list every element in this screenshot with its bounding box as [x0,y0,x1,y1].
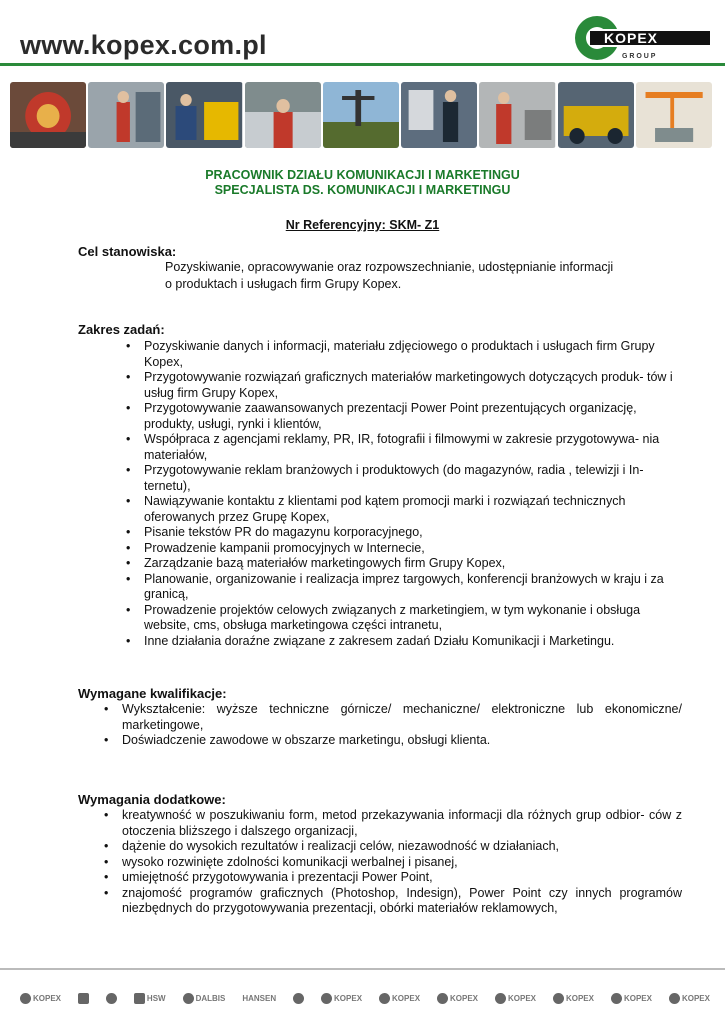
tasks-title: Zakres zadań: [78,322,165,337]
photo-crane [636,82,712,148]
footer-logos [20,985,710,1011]
job-title-line2: SPECJALISTA DS. KOMUNIKACJI I MARKETINGU [214,183,511,197]
list-item: • Inne działania doraźne związane z zakresem zadań Działu Komunikacji i Marketingu. [122,634,682,650]
footer-logo [293,993,304,1004]
list-item: • znajomość programów graficznych (Photoshop, Indesign), Power Point czy innych programów niezbędnych do przygotowywania prezentacji, obórki materiałów reklamowych, [100,886,682,917]
photo-mining-site [323,82,399,148]
footer-divider [0,968,725,970]
reference-number: Nr Referencyjny: SKM- Z1 [285,218,440,232]
kopex-logo [570,14,710,64]
job-title-line1: PRACOWNIK DZIAŁU KOMUNIKACJI I MARKETINGU [205,168,520,182]
photo-strip [10,82,712,148]
extras-title: Wymagania dodatkowe: [78,792,226,807]
logo-text: KOPEX [604,30,659,46]
footer-logo: KOPEX [669,993,710,1004]
list-item: • Prowadzenie projektów celowych związanych z marketingiem, w tym wykonanie i obsługa website, cms, obsługa marketingowa części intranetu, [122,603,682,634]
logo-subtext: G R O U P [622,53,656,60]
qualifications-list [100,702,682,749]
extras-list [100,808,682,917]
list-item: • Planowanie, organizowanie i realizacja imprez targowych, konferencji branżowych w kraju i za granicą, [122,572,682,603]
list-item: • dążenie do wysokich rezultatów i realizacji celów, niezawodność w działaniach, [100,839,682,855]
list-item: • Doświadczenie zawodowe w obszarze marketingu, obsługi klienta. [100,733,682,749]
list-item: • wysoko rozwinięte zdolności komunikacji werbalnej i pisanej, [100,855,682,871]
footer-logo: KOPEX [437,993,478,1004]
photo-workshop [166,82,242,148]
list-item: • Pisanie tekstów PR do magazynu korporacyjnego, [122,525,682,541]
photo-engineer [245,82,321,148]
tasks-list [122,339,682,649]
goal-line2: o produktach i usługach firm Grupy Kopex. [165,277,402,291]
photo-cable-reel [10,82,86,148]
list-item: • Zarządzanie bazą materiałów marketingowych firm Grupy Kopex, [122,556,682,572]
footer-logo: HSW [134,993,166,1004]
list-item: • Wykształcenie: wyższe techniczne górnicze/ mechaniczne/ elektroniczne lub ekonomiczne/ marketingowe, [100,702,682,733]
footer-logo [106,993,117,1004]
list-item: • umiejętność przygotowywania i prezentacji Power Point, [100,870,682,886]
goal-title: Cel stanowiska: [78,244,177,259]
goal-line1: Pozyskiwanie, opracowywanie oraz rozpowszechnianie, udostępnianie informacji [165,260,614,274]
list-item: • Przygotowywanie rozwiązań graficznych materiałów marketingowych dotyczących produk- tów i usług firm Grupy Kopex, [122,370,682,401]
website-url[interactable]: www.kopex.com.pl [20,30,267,60]
footer-logo: KOPEX [20,993,61,1004]
list-item: • Przygotowywanie reklam branżowych i produktowych (do magazynów, radia , telewizji i In- ternetu), [122,463,682,494]
footer-logo: KOPEX [379,993,420,1004]
footer-logo: KOPEX [553,993,594,1004]
list-item: • Przygotowywanie zaawansowanych prezentacji Power Point prezentujących organizację, produkty, usługi, rynki i klientów, [122,401,682,432]
list-item: • Pozyskiwanie danych i informacji, materiału zdjęciowego o produktach i usługach firm Grupy Kopex, [122,339,682,370]
footer-logo: DALBIS [183,993,226,1004]
list-item: • Współpraca z agencjami reklamy, PR, IR, fotografii i filmowymi w zakresie przygotowywa- nia materiałów, [122,432,682,463]
header-divider [0,63,725,66]
footer-logo: HANSEN [242,993,277,1003]
footer-logo: KOPEX [321,993,362,1004]
photo-worker-machine [88,82,164,148]
photo-heavy-machinery [558,82,634,148]
footer-logo [78,993,89,1004]
photo-control-room [401,82,477,148]
list-item: • Prowadzenie kampanii promocyjnych w Internecie, [122,541,682,557]
footer-logo: KOPEX [495,993,536,1004]
list-item: • kreatywność w poszukiwaniu form, metod przekazywania informacji dla różnych grup odbior- ców z otoczenia bliższego i dalszego organizacji, [100,808,682,839]
footer-logo: KOPEX [611,993,652,1004]
list-item: • Nawiązywanie kontaktu z klientami pod kątem promocji marki i rozwiązań technicznych oferowanych przez Grupę Kopex, [122,494,682,525]
photo-workers [479,82,555,148]
qualifications-title: Wymagane kwalifikacje: [78,686,227,701]
